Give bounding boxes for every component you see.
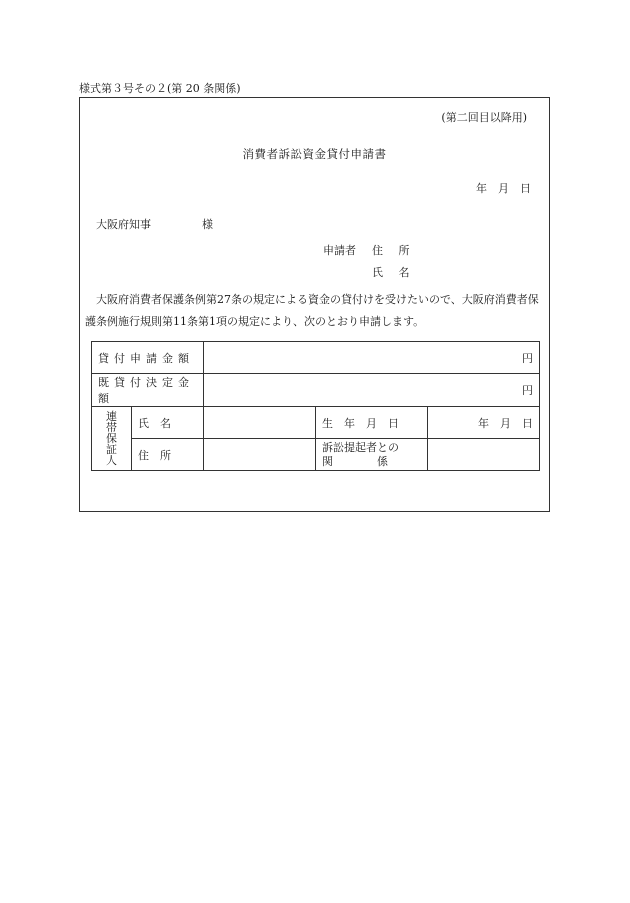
application-form <box>79 97 550 512</box>
applicant-name-label: 氏 名 <box>372 266 416 279</box>
guarantor-name-field[interactable] <box>204 407 316 439</box>
addressee-honorific: 様 <box>202 218 213 231</box>
loan-amount-label: 貸付申請金額 <box>92 342 204 374</box>
applicant-address-label: 住 所 <box>372 244 416 257</box>
relation-label-line-1: 訴訟提起者との <box>322 440 399 454</box>
addressee: 大阪府知事 <box>96 218 151 231</box>
usage-note: (第二回目以降用) <box>441 111 527 124</box>
decided-amount-field[interactable] <box>204 374 540 407</box>
relation-label <box>316 439 428 471</box>
guarantor-address-row <box>92 439 540 471</box>
application-statement: 大阪府消費者保護条例第27条の規定による資金の貸付けを受けたいので、大阪府消費者保護条例施行規則第11条第1項の規定により、次のとおり申請します。 <box>85 293 539 328</box>
guarantor-label <box>92 407 132 471</box>
guarantor-name-label: 氏 名 <box>132 407 204 439</box>
yen-unit: 円 <box>522 384 533 397</box>
relation-label-line-2: 関 係 <box>322 454 388 468</box>
loan-amount-field[interactable] <box>204 342 540 374</box>
decided-amount-label: 既貸付決定金額 <box>92 374 204 407</box>
guarantor-label-text: 連帯保証人 <box>106 410 117 467</box>
decided-amount-row <box>92 374 540 407</box>
form-title: 消費者訴訟資金貸付申請書 <box>242 147 387 161</box>
guarantor-address-field[interactable] <box>204 439 316 471</box>
form-number: 様式第３号その２(第 20 条関係) <box>79 82 241 95</box>
relation-field[interactable] <box>428 439 540 471</box>
guarantor-name-row <box>92 407 540 439</box>
date-line: 年 月 日 <box>476 182 531 195</box>
loan-amount-row <box>92 342 540 374</box>
birth-date-field[interactable]: 年 月 日 <box>428 407 540 439</box>
birth-date-label: 生 年 月 日 <box>316 407 428 439</box>
application-table <box>91 341 540 471</box>
applicant-label: 申請者 <box>323 244 356 257</box>
guarantor-address-label: 住 所 <box>132 439 204 471</box>
yen-unit: 円 <box>522 351 533 365</box>
